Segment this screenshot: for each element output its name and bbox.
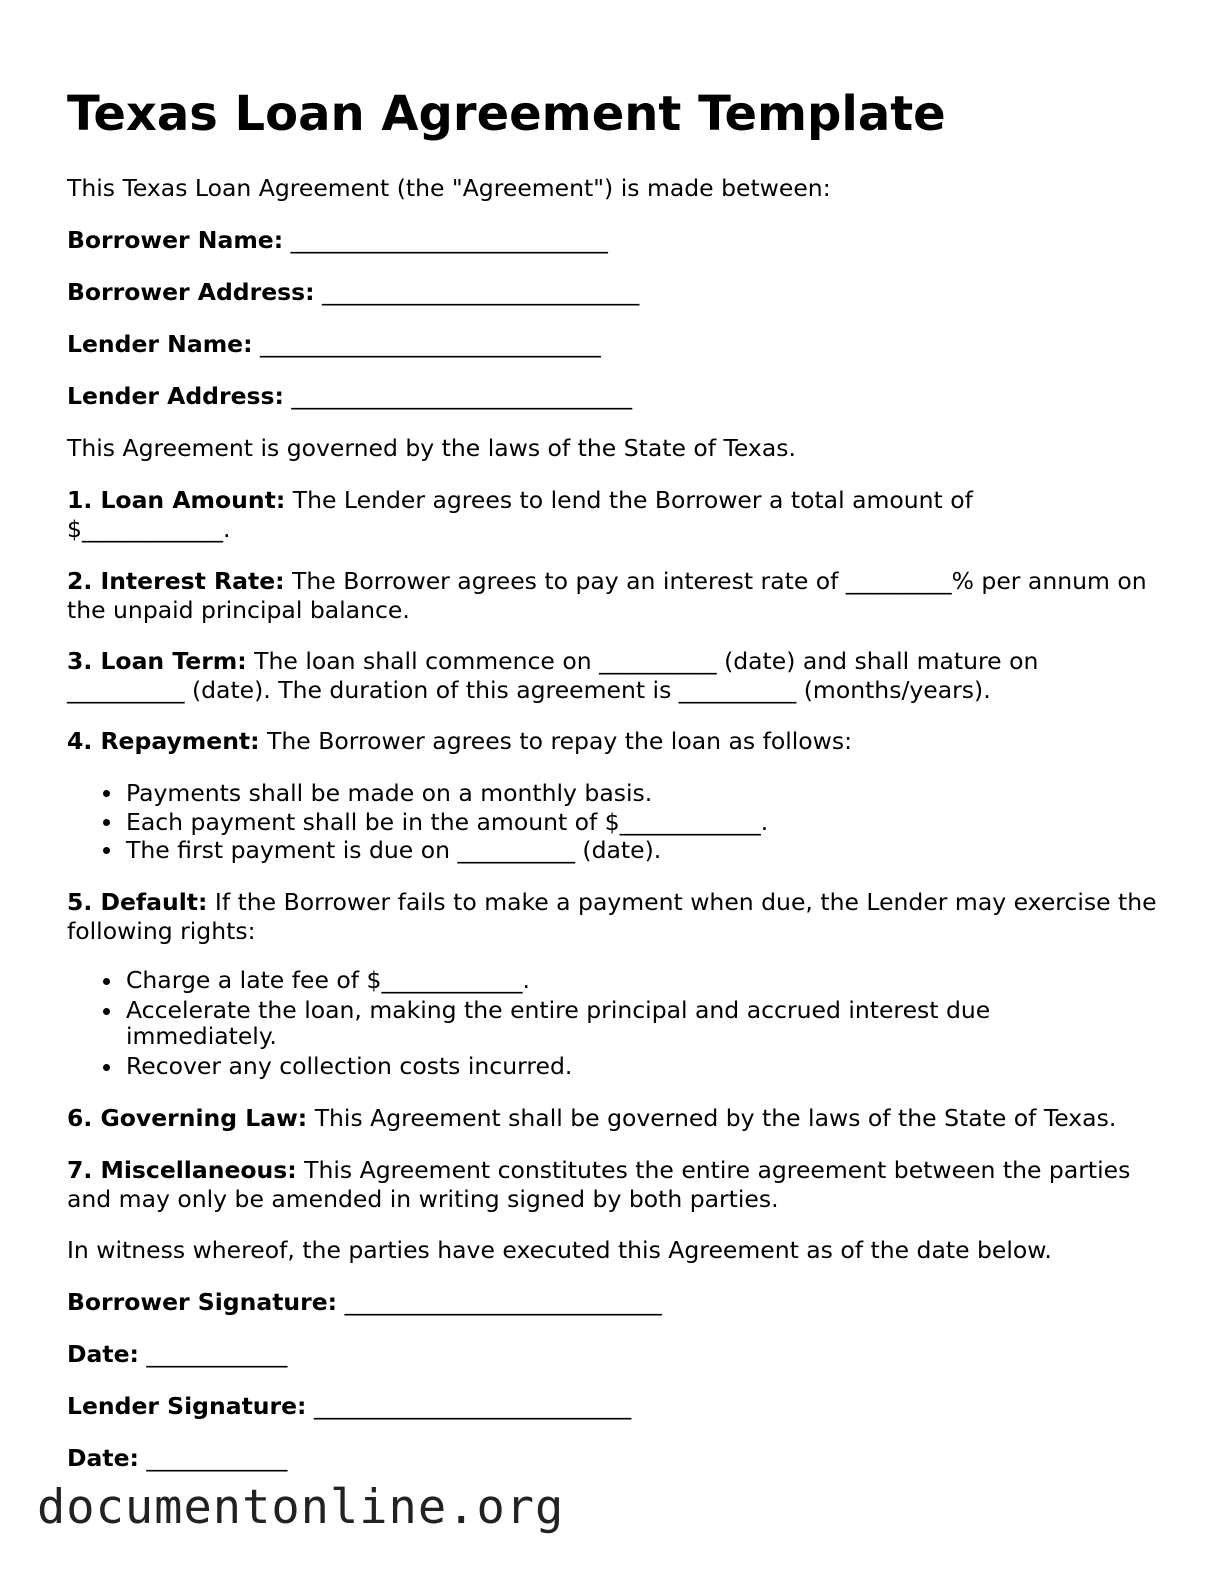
list-item: Each payment shall be in the amount of $____________. xyxy=(67,808,1157,837)
list-item: Charge a late fee of $____________. xyxy=(67,967,1007,993)
document-title: Texas Loan Agreement Template xyxy=(67,86,946,142)
default-rights-list xyxy=(67,967,1007,1083)
list-item: Accelerate the loan, making the entire principal and accrued interest due immediately. xyxy=(67,997,1007,1049)
lender-name-label: Lender Name: xyxy=(67,330,253,358)
lender-date-label: Date: xyxy=(67,1444,139,1472)
borrower-date-blank: ____________ xyxy=(146,1340,288,1368)
repayment-list xyxy=(67,779,1157,865)
section-loan-term-text: The loan shall commence on __________ (date) and shall mature on __________ (date). The duration of this agreement is __________ (months/years). xyxy=(67,647,1039,704)
section-loan-term-heading: 3. Loan Term: xyxy=(67,647,247,675)
section-repayment xyxy=(67,727,1157,756)
borrower-address-blank: ___________________________ xyxy=(322,278,640,306)
lender-address-blank: _____________________________ xyxy=(291,382,633,410)
lender-name-blank: _____________________________ xyxy=(260,330,601,358)
watermark: documentonline.org xyxy=(37,1480,565,1535)
section-default xyxy=(67,888,1157,946)
section-governing-law-heading: 6. Governing Law: xyxy=(67,1104,308,1132)
section-miscellaneous xyxy=(67,1156,1157,1214)
section-interest-rate-text: The Borrower agrees to pay an interest rate of _________% per annum on the unpaid principal balance. xyxy=(67,567,1147,624)
lender-address-label: Lender Address: xyxy=(67,382,284,410)
borrower-name-label: Borrower Name: xyxy=(67,226,284,254)
lender-address-field xyxy=(67,382,1157,411)
section-repayment-heading: 4. Repayment: xyxy=(67,727,260,755)
section-miscellaneous-text: This Agreement constitutes the entire agreement between the parties and may only be amended in writing signed by both parties. xyxy=(67,1156,1131,1213)
section-loan-term xyxy=(67,647,1157,705)
section-loan-amount xyxy=(67,486,1027,544)
lender-signature-blank: ___________________________ xyxy=(313,1392,632,1420)
borrower-name-blank: ___________________________ xyxy=(290,226,608,254)
list-item: Payments shall be made on a monthly basis. xyxy=(67,779,1157,808)
list-item: Recover any collection costs incurred. xyxy=(67,1053,1007,1079)
section-repayment-text: The Borrower agrees to repay the loan as follows: xyxy=(267,727,853,755)
lender-date-field xyxy=(67,1444,1157,1473)
section-interest-rate xyxy=(67,567,1157,625)
intro-paragraph: This Texas Loan Agreement (the "Agreement") is made between: xyxy=(67,174,831,202)
lender-signature-label: Lender Signature: xyxy=(67,1392,307,1420)
section-loan-amount-text: The Lender agrees to lend the Borrower a total amount of $____________. xyxy=(67,486,973,543)
governed-statement: This Agreement is governed by the laws of the State of Texas. xyxy=(67,434,796,462)
borrower-address-label: Borrower Address: xyxy=(67,278,315,306)
section-default-heading: 5. Default: xyxy=(67,888,208,916)
lender-signature-field xyxy=(67,1392,1157,1421)
witness-statement: In witness whereof, the parties have executed this Agreement as of the date below. xyxy=(67,1236,1052,1264)
section-interest-rate-heading: 2. Interest Rate: xyxy=(67,567,285,595)
section-default-text: If the Borrower fails to make a payment when due, the Lender may exercise the following rights: xyxy=(67,888,1157,945)
borrower-signature-label: Borrower Signature: xyxy=(67,1288,338,1316)
borrower-date-label: Date: xyxy=(67,1340,139,1368)
section-governing-law xyxy=(67,1104,1157,1133)
borrower-signature-field xyxy=(67,1288,1157,1317)
borrower-name-field xyxy=(67,226,1157,255)
borrower-signature-blank: ___________________________ xyxy=(344,1288,662,1316)
section-governing-law-text: This Agreement shall be governed by the laws of the State of Texas. xyxy=(314,1104,1117,1132)
borrower-date-field xyxy=(67,1340,1157,1369)
section-miscellaneous-heading: 7. Miscellaneous: xyxy=(67,1156,297,1184)
lender-name-field xyxy=(67,330,1157,359)
lender-date-blank: ____________ xyxy=(146,1444,288,1472)
borrower-address-field xyxy=(67,278,1157,307)
list-item: The first payment is due on __________ (date). xyxy=(67,836,1157,865)
section-loan-amount-heading: 1. Loan Amount: xyxy=(67,486,286,514)
